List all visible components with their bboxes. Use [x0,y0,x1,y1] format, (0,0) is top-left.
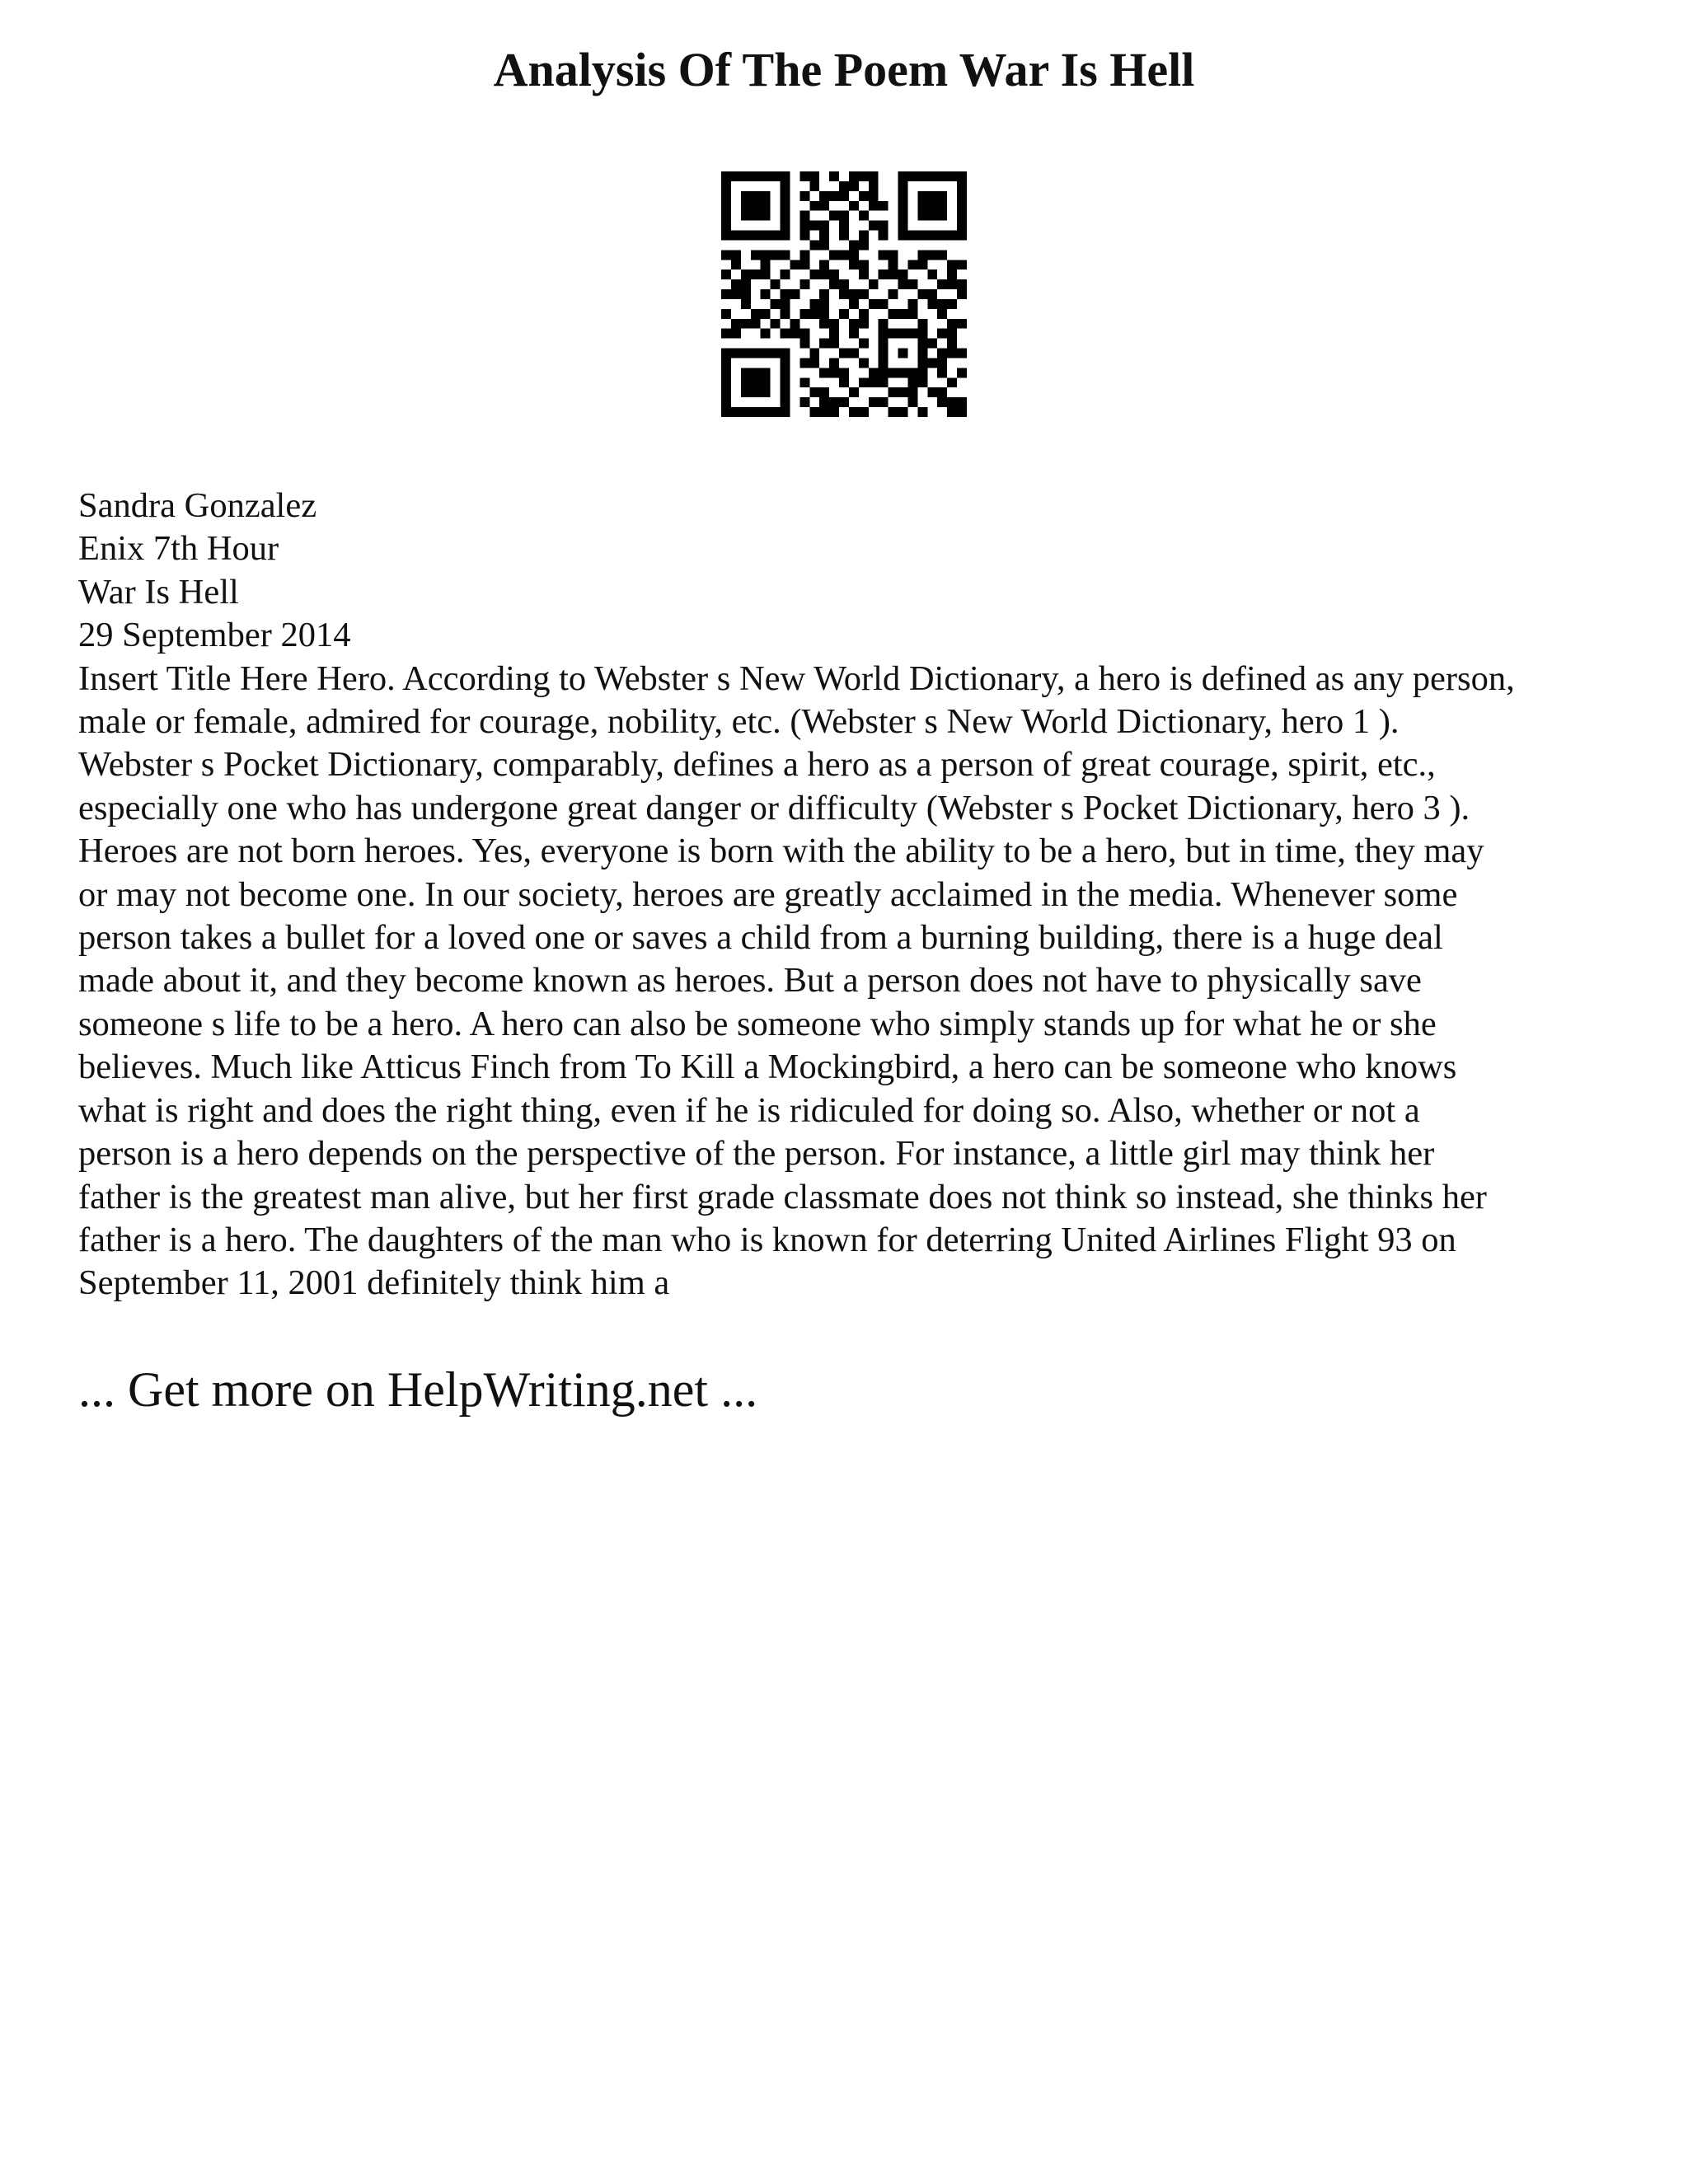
paragraph-line: male or female, admired for courage, nobility, etc. (Webster s New World Dictionary, hero 1 ). [78,702,1400,742]
paragraph-line: person takes a bullet for a loved one or saves a child from a burning building, there is a huge deal [78,918,1443,958]
paragraph-line: September 11, 2001 definitely think him a [78,1263,670,1303]
page-title: Analysis Of The Poem War Is Hell [493,43,1195,96]
paragraph-line: Heroes are not born heroes. Yes, everyone is born with the ability to be a hero, but in time, they may [78,832,1484,871]
paragraph-line: person is a hero depends on the perspective of the person. For instance, a little girl may think her [78,1134,1435,1174]
paragraph-line: Insert Title Here Hero. According to Webster s New World Dictionary, a hero is defined as any person, [78,658,1515,698]
class-period: Enix 7th Hour [78,529,279,569]
paragraph-line: believes. Much like Atticus Finch from To Kill a Mockingbird, a hero can be someone who knows [78,1047,1457,1087]
paragraph-line: especially one who has undergone great danger or difficulty (Webster s Pocket Dictionary, hero 3 ). [78,788,1470,827]
paragraph-line: father is the greatest man alive, but her first grade classmate does not think so instead, she thinks her [78,1177,1487,1216]
get-more-link[interactable]: ... Get more on HelpWriting.net ... [78,1362,758,1417]
essay-topic: War Is Hell [78,572,239,612]
essay-date: 29 September 2014 [78,616,351,655]
paragraph-line: Webster s Pocket Dictionary, comparably, defines a hero as a person of great courage, spirit, etc., [78,745,1436,785]
paragraph-line: someone s life to be a hero. A hero can also be someone who simply stands up for what he or she [78,1004,1437,1043]
paragraph-line: father is a hero. The daughters of the man who is known for deterring United Airlines Flight 93 on [78,1220,1456,1259]
essay-paragraph [78,658,1628,1305]
document-body [78,485,1628,1305]
paragraph-line: or may not become one. In our society, heroes are greatly acclaimed in the media. Whenever some [78,874,1458,914]
paragraph-line: made about it, and they become known as heroes. But a person does not have to physically save [78,961,1422,1001]
paragraph-line: what is right and does the right thing, even if he is ridiculed for doing so. Also, whether or not a [78,1090,1420,1130]
author-name: Sandra Gonzalez [78,486,317,525]
qr-code-icon [721,171,967,417]
